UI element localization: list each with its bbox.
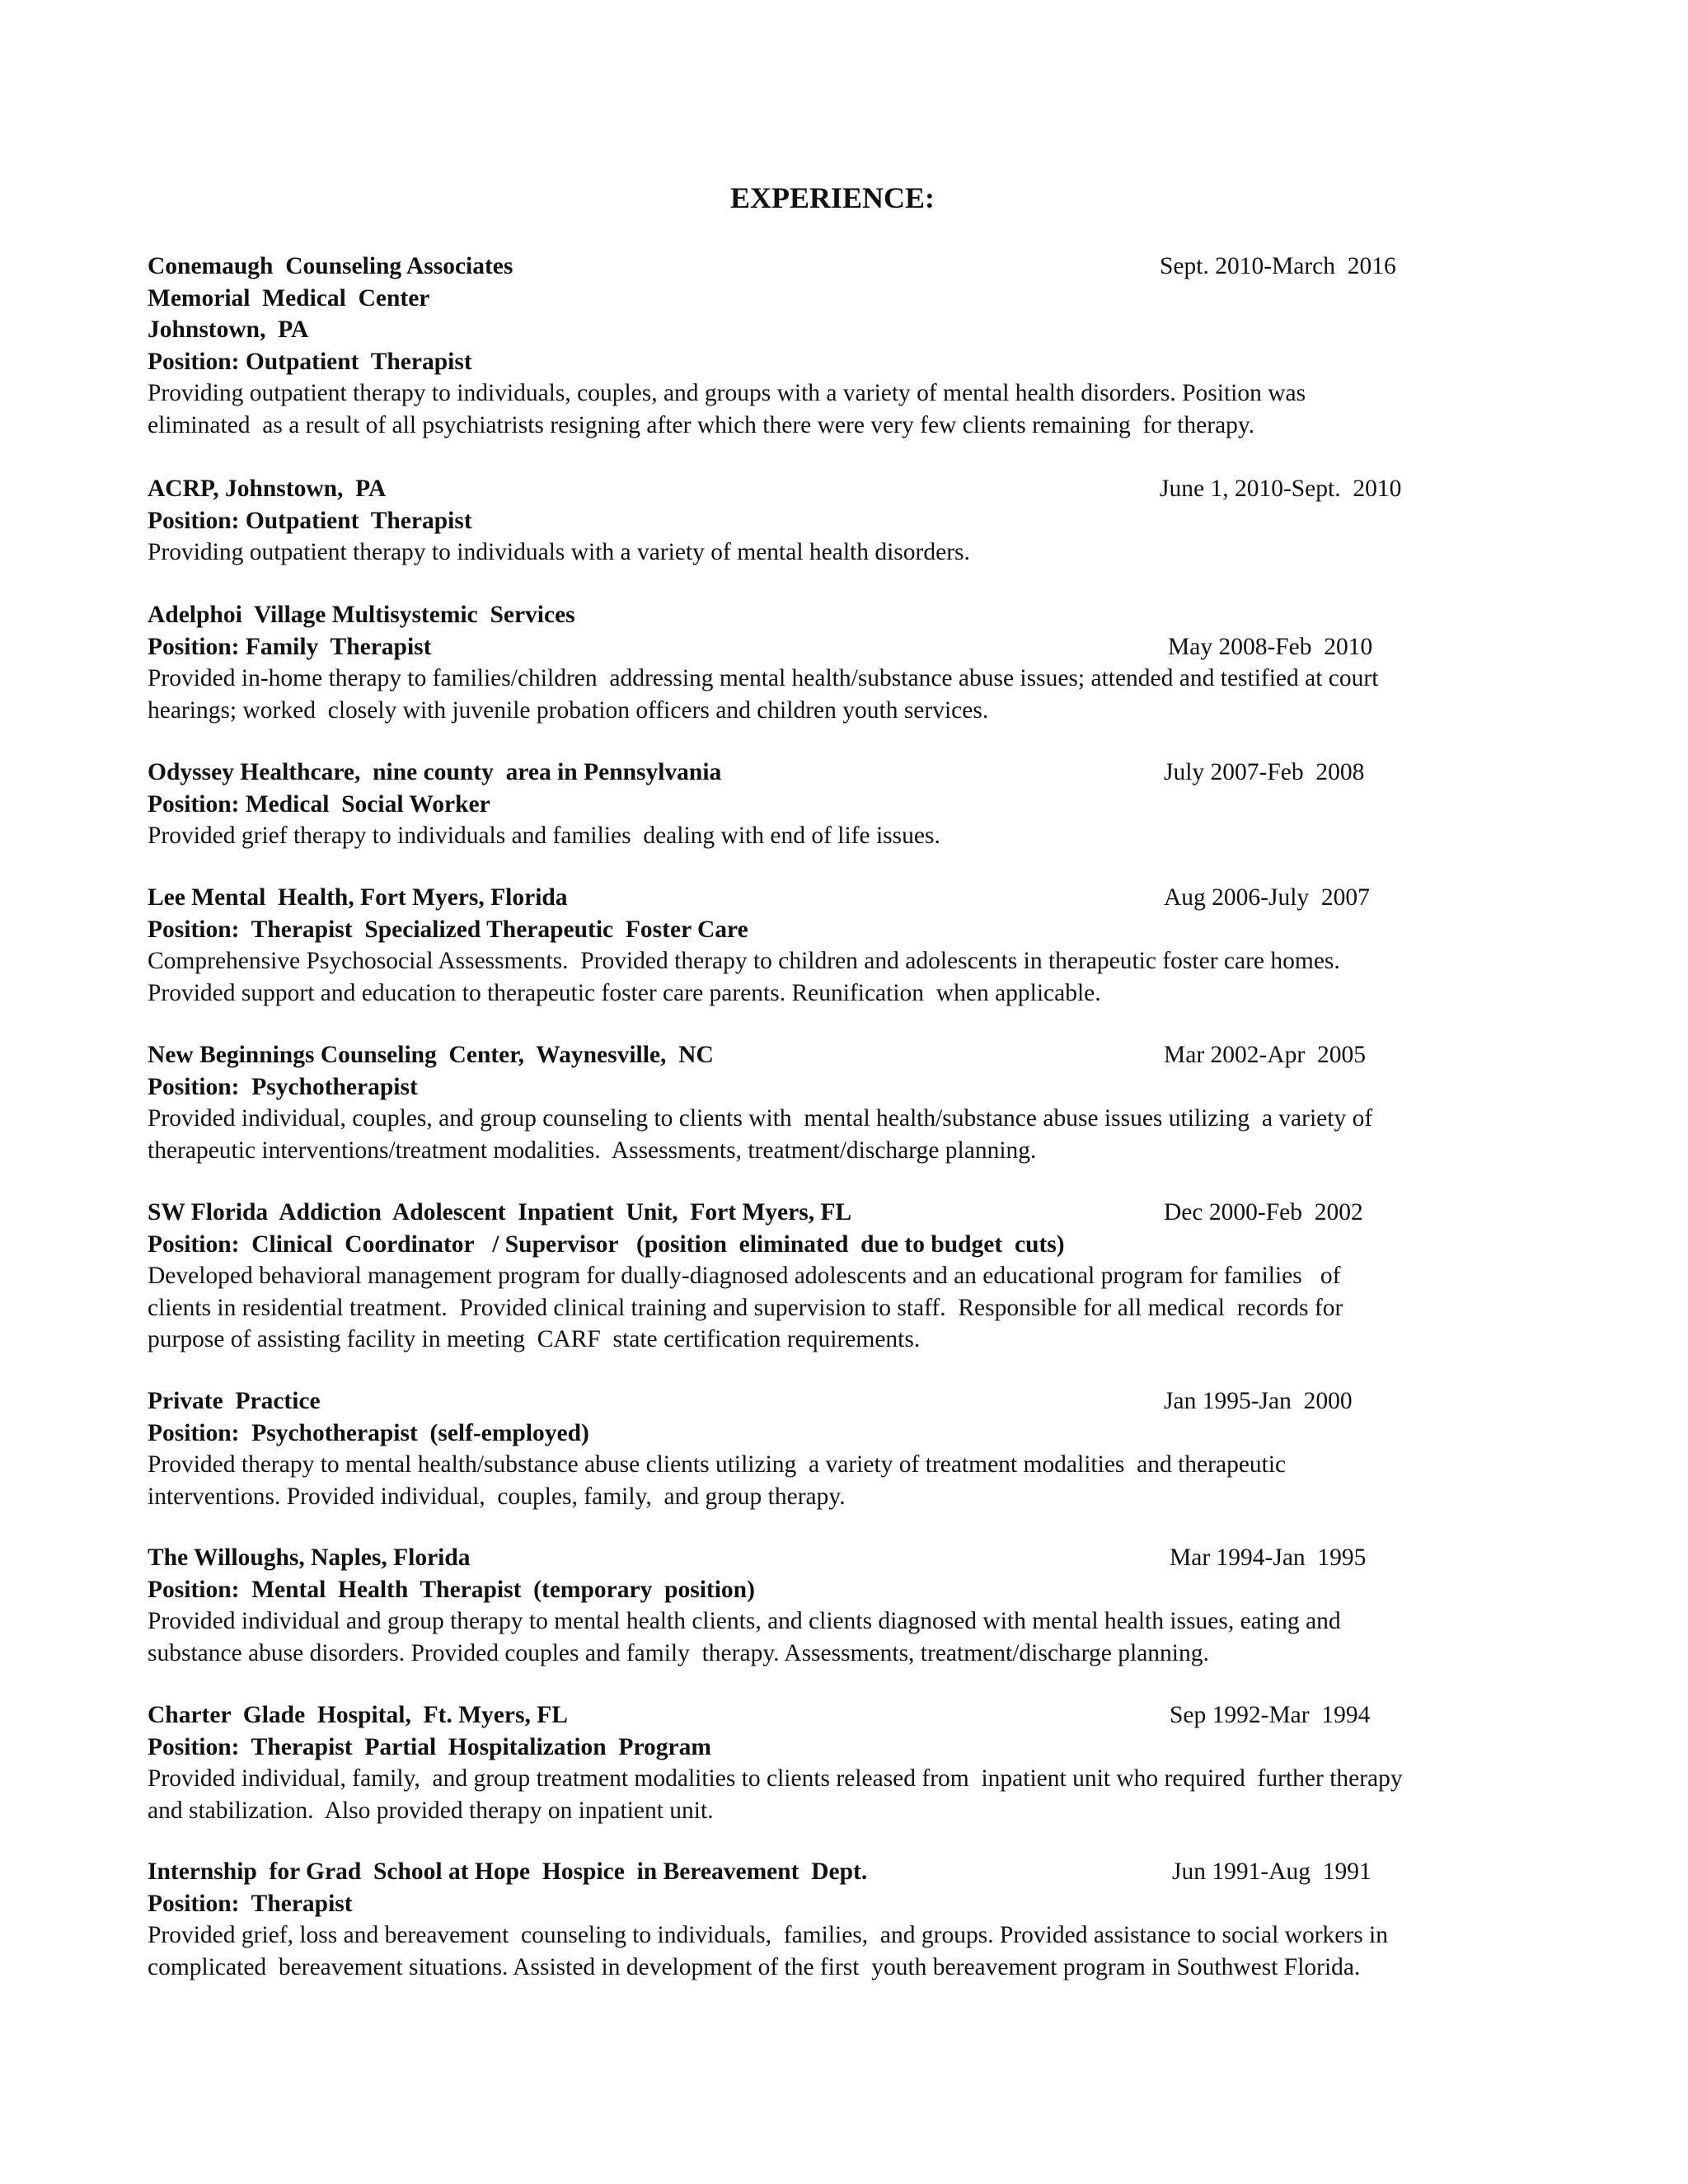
employer-line	[148, 882, 1549, 914]
employer-line	[148, 1197, 1549, 1229]
position-title: Position: Therapist Partial Hospitalization Program	[148, 1733, 711, 1760]
description-line: interventions. Provided individual, couples, family, and group therapy.	[148, 1483, 846, 1510]
employer-name: ACRP, Johnstown, PA	[148, 476, 387, 502]
employer-line	[148, 1699, 1549, 1732]
employer-name: Lee Mental Health, Fort Myers, Florida	[148, 884, 568, 911]
experience-entry	[148, 473, 1549, 569]
employer-name: Internship for Grad School at Hope Hospice in Bereavement Dept.	[148, 1858, 868, 1885]
employment-dates: Mar 2002-Apr 2005	[1164, 1042, 1366, 1068]
experience-entry	[148, 599, 1549, 726]
description-line: Providing outpatient therapy to individuals with a variety of mental health disorders.	[148, 539, 970, 566]
position-title: Position: Clinical Coordinator / Supervisor (position eliminated due to budget cuts)	[148, 1230, 1065, 1258]
position-title: Position: Outpatient Therapist	[148, 348, 472, 375]
description-line: therapeutic interventions/treatment modalities. Assessments, treatment/discharge planning.	[148, 1137, 1037, 1164]
experience-entry	[148, 882, 1549, 1009]
position-title: Position: Therapist Specialized Therapeutic Foster Care	[148, 916, 748, 943]
description-line: Provided in-home therapy to families/children addressing mental health/substance abuse issues; attended and testified at court	[148, 665, 1379, 692]
description-line: Comprehensive Psychosocial Assessments. Provided therapy to children and adolescents in therapeutic foster care homes.	[148, 948, 1340, 975]
description-line: Providing outpatient therapy to individuals, couples, and groups with a variety of mental health disorders. Position was	[148, 380, 1306, 407]
experience-entry	[148, 1385, 1549, 1512]
description-line: complicated bereavement situations. Assisted in development of the first youth bereavement program in Southwest Florida.	[148, 1953, 1361, 1980]
employment-dates: June 1, 2010-Sept. 2010	[1160, 476, 1402, 502]
description-line: Provided grief therapy to individuals and families dealing with end of life issues.	[148, 823, 940, 850]
employment-dates: Mar 1994-Jan 1995	[1170, 1544, 1367, 1571]
employer-name: New Beginnings Counseling Center, Waynesville, NC	[148, 1042, 714, 1068]
employer-name: Adelphoi Village Multisystemic Services	[148, 602, 575, 628]
description-line: Provided individual and group therapy to mental health clients, and clients diagnosed with mental health issues, eating and	[148, 1608, 1341, 1635]
organization-name: Memorial Medical Center	[148, 284, 430, 312]
employer-line	[148, 1542, 1549, 1574]
employer-name: Conemaugh Counseling Associates	[148, 253, 513, 279]
position-title: Position: Mental Health Therapist (temporary position)	[148, 1576, 755, 1603]
experience-entry	[148, 1542, 1549, 1669]
description-line: clients in residential treatment. Provided clinical training and supervision to staff. Responsible for all medical records for	[148, 1294, 1343, 1321]
experience-entry	[148, 1856, 1549, 1983]
experience-entry	[148, 757, 1549, 852]
employment-dates: Aug 2006-July 2007	[1164, 884, 1370, 911]
employer-line	[148, 1856, 1549, 1888]
employer-name: Charter Glade Hospital, Ft. Myers, FL	[148, 1702, 568, 1728]
section-heading: EXPERIENCE:	[729, 181, 935, 214]
description-line: Provided therapy to mental health/substance abuse clients utilizing a variety of treatment modalities and therapeutic	[148, 1451, 1287, 1479]
description-line: hearings; worked closely with juvenile probation officers and children youth services.	[148, 696, 989, 724]
employment-dates: July 2007-Feb 2008	[1164, 759, 1365, 785]
description-line: eliminated as a result of all psychiatrists resigning after which there were very few clients remaining for therapy.	[148, 411, 1255, 438]
position-title: Position: Medical Social Worker	[148, 790, 490, 818]
employer-line	[148, 757, 1549, 789]
employment-dates: Dec 2000-Feb 2002	[1164, 1199, 1363, 1226]
employment-dates: May 2008-Feb 2010	[1168, 633, 1373, 660]
employer-line	[148, 1039, 1549, 1071]
position-title: Position: Family Therapist	[148, 633, 432, 660]
position-title: Position: Outpatient Therapist	[148, 507, 472, 534]
employment-dates: Jun 1991-Aug 1991	[1172, 1858, 1372, 1885]
position-title: Position: Psychotherapist (self-employed)	[148, 1419, 589, 1446]
description-line: Provided individual, family, and group treatment modalities to clients released from inpatient unit who required further therapy	[148, 1765, 1403, 1793]
experience-entry	[148, 1197, 1549, 1356]
employer-line	[148, 251, 1549, 283]
employer-name: Odyssey Healthcare, nine county area in Pennsylvania	[148, 759, 722, 785]
employment-dates: Sep 1992-Mar 1994	[1170, 1702, 1371, 1728]
experience-entry	[148, 1699, 1549, 1826]
experience-entry	[148, 251, 1549, 442]
description-line: and stabilization. Also provided therapy on inpatient unit.	[148, 1797, 714, 1824]
description-line: purpose of assisting facility in meeting CARF state certification requirements.	[148, 1326, 921, 1353]
position-line	[148, 631, 1549, 663]
description-line: Provided individual, couples, and group counseling to clients with mental health/substance abuse issues utilizing a variety of	[148, 1105, 1373, 1132]
experience-entry	[148, 1039, 1549, 1166]
employer-line	[148, 473, 1549, 505]
position-title: Position: Psychotherapist	[148, 1073, 418, 1100]
employer-name: SW Florida Addiction Adolescent Inpatient Unit, Fort Myers, FL	[148, 1199, 852, 1226]
description-line: Developed behavioral management program for dually-diagnosed adolescents and an educational program for families of	[148, 1263, 1341, 1290]
description-line: Provided support and education to therapeutic foster care parents. Reunification when applicable.	[148, 979, 1101, 1006]
description-line: Provided grief, loss and bereavement counseling to individuals, families, and groups. Provided assistance to social workers in	[148, 1922, 1389, 1949]
employer-line	[148, 1385, 1549, 1418]
position-title: Position: Therapist	[148, 1890, 353, 1917]
employment-dates: Sept. 2010-March 2016	[1160, 253, 1396, 279]
employer-name: The Willoughs, Naples, Florida	[148, 1544, 471, 1571]
description-line: substance abuse disorders. Provided couples and family therapy. Assessments, treatment/discharge planning.	[148, 1639, 1209, 1666]
employment-dates: Jan 1995-Jan 2000	[1164, 1388, 1353, 1414]
employer-location: Johnstown, PA	[148, 316, 309, 344]
employer-name: Private Practice	[148, 1388, 321, 1414]
